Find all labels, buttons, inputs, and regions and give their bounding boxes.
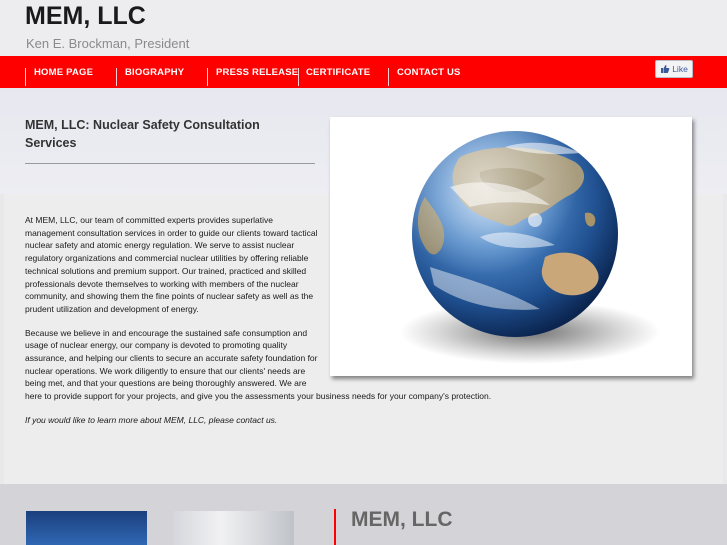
heading-divider: [25, 163, 315, 164]
facebook-like-button[interactable]: [655, 60, 693, 78]
contact-paragraph: If you would like to learn more about MEM, LLC, please contact us.: [25, 414, 278, 425]
earth-globe-illustration: [330, 117, 692, 376]
thumbs-up-icon: [660, 64, 670, 74]
nav-item-home[interactable]: HOME PAGE: [34, 66, 94, 78]
intro-paragraph: At MEM, LLC, our team of committed experts provides superlative management consultation services in order to guide our clients toward tactical nuclear safety and atomic energy regulation. We serve to assist nuclear regulatory organizations and commercial nuclear utilities by offering reliable technical solutions and premium support. Our trained, practiced and skilled professionals devote themselves to working with members of the nuclear community, and showing them the fine points of nuclear safety as well as the prudent utilization and development of energy.: [25, 215, 318, 314]
nav-item-contact-us[interactable]: CONTACT US: [397, 66, 461, 78]
section-heading: MEM, LLC: Nuclear Safety Consultation Services: [25, 118, 260, 150]
nav-item-certificate[interactable]: CERTIFICATE: [306, 66, 371, 78]
site-subtitle: Ken E. Brockman, President: [26, 36, 190, 51]
site-header: [0, 0, 727, 56]
nav-item-biography[interactable]: BIOGRAPHY: [125, 66, 185, 78]
main-nav: [0, 56, 727, 88]
footer-thumbnail-image: [26, 511, 147, 545]
like-label: Like: [672, 64, 688, 74]
footer-thumbnail-image: [173, 511, 294, 545]
mission-paragraph: Because we believe in and encourage the sustained safe consumption and usage of nuclear energy, our company is devoted to promoting quality assurance, and helping our clients to secure an accurate safety foundation for nuclear operations. We work diligently to ensure that our clients' needs are being met, and that your questions are being thoroughly answered. We are here to provide support for your projects, and give you the assessments your business needs for your company's protection.: [25, 327, 492, 402]
footer-title: MEM, LLC: [351, 508, 453, 531]
footer-divider: [334, 509, 336, 545]
globe-image: [330, 117, 692, 376]
nav-item-press-release[interactable]: PRESS RELEASE: [216, 66, 299, 78]
site-title: MEM, LLC: [25, 2, 146, 30]
